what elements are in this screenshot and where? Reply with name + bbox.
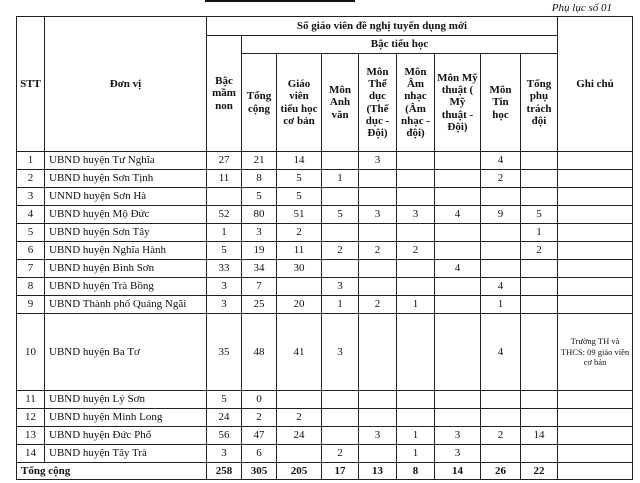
- row-value: 41: [277, 314, 322, 391]
- row-value: 20: [277, 296, 322, 314]
- row-note: [558, 170, 633, 188]
- row-note: [558, 206, 633, 224]
- row-value: [207, 188, 242, 206]
- row-unit: UBND huyện Đức Phổ: [45, 427, 207, 445]
- row-value: [435, 152, 481, 170]
- row-stt: 4: [17, 206, 45, 224]
- row-value: 27: [207, 152, 242, 170]
- row-value: 34: [242, 260, 277, 278]
- row-value: [322, 224, 359, 242]
- row-value: 5: [207, 391, 242, 409]
- row-value: 1: [207, 224, 242, 242]
- table-row: [17, 152, 633, 170]
- row-value: 2: [481, 427, 521, 445]
- row-value: [435, 391, 481, 409]
- row-value: 5: [277, 188, 322, 206]
- row-note: [558, 427, 633, 445]
- row-value: [521, 152, 558, 170]
- row-value: [359, 314, 397, 391]
- row-stt: 11: [17, 391, 45, 409]
- row-stt: 2: [17, 170, 45, 188]
- row-unit: UBND huyện Lý Sơn: [45, 391, 207, 409]
- row-value: [322, 391, 359, 409]
- row-unit: UBND huyện Ba Tơ: [45, 314, 207, 391]
- row-value: [359, 445, 397, 463]
- header-art: Môn Mỹ thuật ( Mỹ thuật - Đội): [435, 54, 481, 152]
- total-value: 205: [277, 463, 322, 480]
- row-unit: UBND huyện Nghĩa Hành: [45, 242, 207, 260]
- row-value: [277, 391, 322, 409]
- row-value: 4: [481, 152, 521, 170]
- row-value: [397, 314, 435, 391]
- total-value: 17: [322, 463, 359, 480]
- row-value: 2: [277, 224, 322, 242]
- row-value: 3: [359, 427, 397, 445]
- header-it: Môn Tin học: [481, 54, 521, 152]
- table-row: [17, 188, 633, 206]
- row-value: [481, 260, 521, 278]
- row-value: 35: [207, 314, 242, 391]
- row-value: 48: [242, 314, 277, 391]
- row-value: [435, 296, 481, 314]
- row-unit: UNND huyện Sơn Hà: [45, 188, 207, 206]
- row-note: [558, 152, 633, 170]
- row-value: [435, 242, 481, 260]
- total-value: 305: [242, 463, 277, 480]
- row-value: [277, 278, 322, 296]
- row-value: 51: [277, 206, 322, 224]
- row-value: 1: [481, 296, 521, 314]
- row-value: 25: [242, 296, 277, 314]
- header-stt: STT: [17, 17, 45, 152]
- row-value: [435, 314, 481, 391]
- row-value: [481, 409, 521, 427]
- row-value: [322, 260, 359, 278]
- row-note: [558, 445, 633, 463]
- row-value: [322, 427, 359, 445]
- row-value: 5: [521, 206, 558, 224]
- row-value: 5: [207, 242, 242, 260]
- row-value: 3: [207, 445, 242, 463]
- row-unit: UBND huyện Bình Sơn: [45, 260, 207, 278]
- row-stt: 1: [17, 152, 45, 170]
- row-value: 21: [242, 152, 277, 170]
- total-value: 13: [359, 463, 397, 480]
- row-stt: 9: [17, 296, 45, 314]
- row-value: 24: [277, 427, 322, 445]
- row-value: 3: [397, 206, 435, 224]
- row-value: [359, 409, 397, 427]
- row-value: 52: [207, 206, 242, 224]
- row-value: 3: [322, 314, 359, 391]
- row-value: [322, 152, 359, 170]
- row-value: 2: [277, 409, 322, 427]
- row-value: [359, 188, 397, 206]
- row-unit: UBND huyện Sơn Tây: [45, 224, 207, 242]
- row-value: 3: [359, 206, 397, 224]
- row-value: [397, 409, 435, 427]
- header-note: Ghi chú: [558, 17, 633, 152]
- row-stt: 7: [17, 260, 45, 278]
- row-value: 5: [277, 170, 322, 188]
- row-stt: 3: [17, 188, 45, 206]
- row-value: [359, 278, 397, 296]
- table-row: [17, 278, 633, 296]
- row-value: 2: [242, 409, 277, 427]
- row-value: 1: [397, 445, 435, 463]
- row-value: [481, 391, 521, 409]
- row-value: [481, 242, 521, 260]
- header-music: Môn Âm nhạc (Âm nhạc - đội): [397, 54, 435, 152]
- row-value: 24: [207, 409, 242, 427]
- header-preschool: Bậc mầm non: [207, 36, 242, 152]
- row-value: 4: [435, 206, 481, 224]
- header-unit: Đơn vị: [45, 17, 207, 152]
- row-value: 4: [481, 314, 521, 391]
- row-value: 19: [242, 242, 277, 260]
- row-stt: 5: [17, 224, 45, 242]
- row-value: [481, 224, 521, 242]
- row-note: [558, 260, 633, 278]
- row-value: [521, 278, 558, 296]
- row-value: [521, 296, 558, 314]
- row-value: 1: [322, 296, 359, 314]
- table-row: [17, 314, 633, 391]
- row-value: 4: [481, 278, 521, 296]
- row-value: 3: [242, 224, 277, 242]
- row-note: [558, 296, 633, 314]
- total-value: 258: [207, 463, 242, 480]
- row-unit: UBND huyện Mộ Đức: [45, 206, 207, 224]
- top-rule: [205, 0, 355, 2]
- row-value: [397, 152, 435, 170]
- row-value: 2: [481, 170, 521, 188]
- header-basic-teacher: Giáo viên tiểu học cơ bản: [277, 54, 322, 152]
- table-body: [17, 152, 633, 480]
- row-value: [397, 391, 435, 409]
- row-value: 2: [322, 445, 359, 463]
- row-value: 1: [397, 296, 435, 314]
- total-row: [17, 463, 633, 480]
- total-label: Tổng cộng: [17, 463, 207, 480]
- row-value: 14: [521, 427, 558, 445]
- row-value: [397, 278, 435, 296]
- row-value: [397, 224, 435, 242]
- row-value: [277, 445, 322, 463]
- row-value: [521, 391, 558, 409]
- row-value: 3: [207, 296, 242, 314]
- row-stt: 13: [17, 427, 45, 445]
- table-row: [17, 224, 633, 242]
- table-row: [17, 242, 633, 260]
- row-value: 6: [242, 445, 277, 463]
- row-unit: UBND huyện Tây Trà: [45, 445, 207, 463]
- table-row: [17, 206, 633, 224]
- table-row: [17, 391, 633, 409]
- row-value: [521, 260, 558, 278]
- row-value: [359, 260, 397, 278]
- row-unit: UBND huyện Trà Bồng: [45, 278, 207, 296]
- total-value: 26: [481, 463, 521, 480]
- header-primary-total: Tổng cộng: [242, 54, 277, 152]
- row-value: [435, 409, 481, 427]
- row-stt: 10: [17, 314, 45, 391]
- row-value: 2: [521, 242, 558, 260]
- header-english: Môn Anh văn: [322, 54, 359, 152]
- header-team-leader: Tổng phụ trách đội: [521, 54, 558, 152]
- row-unit: UBND huyện Tư Nghĩa: [45, 152, 207, 170]
- row-note: Trường TH và THCS: 09 giáo viên cơ bản: [558, 314, 633, 391]
- row-value: 1: [397, 427, 435, 445]
- table-row: [17, 170, 633, 188]
- header-primary-group: Bậc tiểu học: [242, 36, 558, 54]
- row-note: [558, 391, 633, 409]
- row-value: [359, 170, 397, 188]
- row-value: [397, 170, 435, 188]
- row-value: 0: [242, 391, 277, 409]
- row-value: [322, 188, 359, 206]
- row-note: [558, 278, 633, 296]
- row-stt: 8: [17, 278, 45, 296]
- header-pe: Môn Thể dục (Thể dục - Đội): [359, 54, 397, 152]
- row-value: [359, 391, 397, 409]
- table-row: [17, 427, 633, 445]
- total-note: [558, 463, 633, 480]
- row-value: 9: [481, 206, 521, 224]
- row-value: 3: [207, 278, 242, 296]
- row-value: [481, 445, 521, 463]
- row-value: 3: [359, 152, 397, 170]
- row-value: 47: [242, 427, 277, 445]
- row-value: [397, 260, 435, 278]
- row-value: 33: [207, 260, 242, 278]
- row-value: 3: [322, 278, 359, 296]
- row-value: [521, 409, 558, 427]
- row-stt: 14: [17, 445, 45, 463]
- row-unit: UBND huyện Minh Long: [45, 409, 207, 427]
- row-value: 11: [277, 242, 322, 260]
- row-value: 2: [397, 242, 435, 260]
- row-value: 2: [322, 242, 359, 260]
- row-value: [521, 445, 558, 463]
- row-value: [435, 224, 481, 242]
- appendix-label: Phụ lục số 01: [551, 2, 612, 14]
- row-note: [558, 409, 633, 427]
- row-stt: 12: [17, 409, 45, 427]
- row-value: [481, 188, 521, 206]
- row-value: [521, 314, 558, 391]
- row-unit: UBND huyện Sơn Tịnh: [45, 170, 207, 188]
- row-value: 4: [435, 260, 481, 278]
- row-unit: UBND Thành phố Quảng Ngãi: [45, 296, 207, 314]
- row-note: [558, 188, 633, 206]
- row-note: [558, 224, 633, 242]
- row-value: 5: [322, 206, 359, 224]
- row-value: [397, 188, 435, 206]
- row-value: 56: [207, 427, 242, 445]
- row-value: 2: [359, 242, 397, 260]
- row-value: 7: [242, 278, 277, 296]
- row-value: 5: [242, 188, 277, 206]
- total-value: 22: [521, 463, 558, 480]
- row-value: [435, 188, 481, 206]
- recruitment-table: [16, 16, 633, 480]
- row-value: 8: [242, 170, 277, 188]
- row-value: 2: [359, 296, 397, 314]
- row-value: [521, 170, 558, 188]
- table-row: [17, 409, 633, 427]
- row-note: [558, 242, 633, 260]
- row-value: [435, 278, 481, 296]
- row-value: 1: [322, 170, 359, 188]
- table-row: [17, 445, 633, 463]
- row-value: [322, 409, 359, 427]
- table-row: [17, 260, 633, 278]
- row-value: 11: [207, 170, 242, 188]
- table-row: [17, 296, 633, 314]
- row-stt: 6: [17, 242, 45, 260]
- row-value: [359, 224, 397, 242]
- row-value: [435, 170, 481, 188]
- total-value: 14: [435, 463, 481, 480]
- row-value: 14: [277, 152, 322, 170]
- row-value: 3: [435, 445, 481, 463]
- row-value: 1: [521, 224, 558, 242]
- header-recruitment-group: Số giáo viên đề nghị tuyển dụng mới: [207, 17, 558, 36]
- row-value: [521, 188, 558, 206]
- row-value: 3: [435, 427, 481, 445]
- row-value: 80: [242, 206, 277, 224]
- total-value: 8: [397, 463, 435, 480]
- row-value: 30: [277, 260, 322, 278]
